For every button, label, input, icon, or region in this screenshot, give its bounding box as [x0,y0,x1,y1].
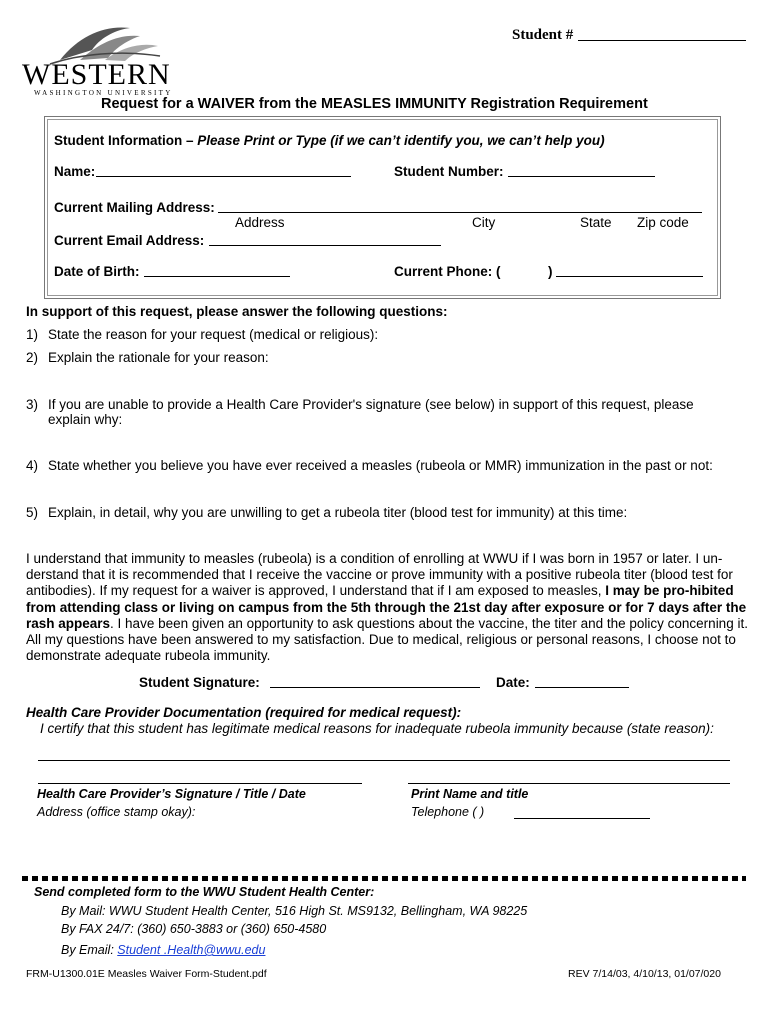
provider-signature-title-label: Health Care Provider’s Signature / Title / Date [37,787,306,801]
q1-text: State the reason for your request (medical or religious): [48,327,379,342]
provider-telephone-field[interactable] [514,818,650,819]
understanding-statement [26,551,748,664]
student-signature-field[interactable] [270,687,480,688]
student-number-header-label: Student # [512,27,574,43]
state-sublabel: State [580,215,612,230]
provider-print-name-field[interactable] [408,783,730,784]
q5-number: 5) [26,505,39,520]
statement-part1: I understand that immunity to measles (rubeola) is a condition of enrolling at WWU if I was born in 1957 or later. I un-derstand that it is recommended that I receive the vaccine or prove immunity with a positive rubeola titer (blood test for antibodies). If my request for a waiver is approved, I understand that if I am exposed to measles, [26,551,733,599]
dob-field[interactable] [144,276,290,277]
email-label: Current Email Address: [54,233,205,248]
phone-label: Current Phone: ( [394,264,501,279]
student-info-heading-bold: Student Information – [54,133,198,148]
q4-text: State whether you believe you have ever received a measles (rubeola or MMR) immunization in the past or not: [48,458,713,473]
provider-address-label: Address (office stamp okay): [37,805,196,819]
logo-wordmark: WESTERN [22,58,171,91]
send-by-fax: By FAX 24/7: (360) 650-3883 or (360) 650-4580 [61,922,327,936]
dob-label: Date of Birth: [54,264,140,279]
q3-text-line1: If you are unable to provide a Health Care Provider's signature (see below) in support of this request, please [48,397,694,412]
email-field[interactable] [209,245,441,246]
provider-certify-text: I certify that this student has legitimate medical reasons for inadequate rubeola immunity because (state reason): [40,721,714,736]
student-number-field[interactable] [508,176,655,177]
provider-reason-field[interactable] [38,760,730,761]
student-info-heading-italic: Please Print or Type (if we can’t identify you, we can’t help you) [197,133,605,148]
address-sublabel: Address [235,215,285,230]
send-by-email [61,943,265,957]
q4-number: 4) [26,458,39,473]
q3-number: 3) [26,397,39,412]
student-signature-label: Student Signature: [139,675,260,690]
provider-heading: Health Care Provider Documentation (required for medical request): [26,705,462,720]
mailing-address-field[interactable] [218,212,702,213]
email-label-text: By Email: [61,943,118,957]
logo-subtitle: WASHINGTON UNIVERSITY [34,89,173,97]
mailing-address-label: Current Mailing Address: [54,200,215,215]
statement-part2: . I have been given an opportunity to ask questions about the vaccine, the titer and the policy concerning it. All my questions have been answered to my satisfaction. Due to medical, religious or personal reasons, I choose not to demonstrate adequate rubeola immunity. [26,615,748,664]
phone-close-paren: ) [548,264,553,279]
form-id: FRM-U1300.01E Measles Waiver Form-Student.pdf [26,968,267,980]
city-sublabel: City [472,215,496,230]
form-title: Request for a WAIVER from the MEASLES IMMUNITY Registration Requirement [101,96,648,112]
q2-text: Explain the rationale for your reason: [48,350,269,365]
questions-intro: In support of this request, please answer the following questions: [26,304,448,319]
date-label: Date: [496,675,530,690]
name-field[interactable] [96,176,351,177]
student-number-header-field[interactable] [578,40,746,41]
q1-number: 1) [26,327,39,342]
send-by-mail: By Mail: WWU Student Health Center, 516 High St. MS9132, Bellingham, WA 98225 [61,904,528,918]
q3-text-line2: explain why: [48,412,123,427]
section-divider [22,876,746,881]
revision-dates: REV 7/14/03, 4/10/13, 01/07/020 [568,968,721,980]
phone-field[interactable] [556,276,703,277]
date-field[interactable] [535,687,629,688]
zip-sublabel: Zip code [637,215,689,230]
statement-bold: I may be pro-hibited from attending class or living on campus from the 5th through the 21st day after exposure or for 7 days after the rash appears [26,583,747,631]
q2-number: 2) [26,350,39,365]
q5-text: Explain, in detail, why you are unwilling to get a rubeola titer (blood test for immunity) at this time: [48,505,628,520]
name-label: Name: [54,164,96,179]
student-number-label: Student Number: [394,164,504,179]
provider-signature-field[interactable] [38,783,362,784]
health-center-email-link[interactable]: Student .Health@wwu.edu [117,943,266,957]
send-instructions-heading: Send completed form to the WWU Student Health Center: [34,885,375,899]
print-name-title-label: Print Name and title [411,787,529,801]
provider-telephone-label: Telephone ( ) [411,805,485,819]
student-info-heading [54,133,605,148]
